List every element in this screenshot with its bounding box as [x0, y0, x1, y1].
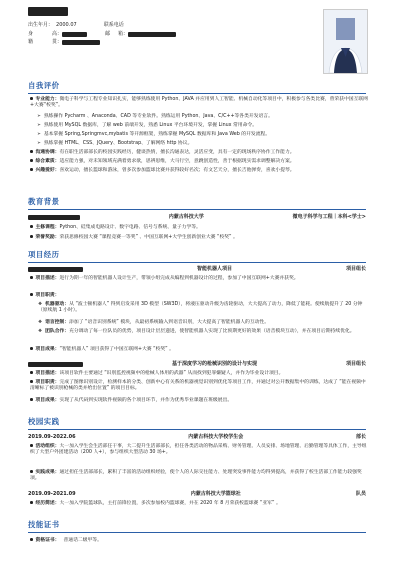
bullet-icon: [30, 235, 33, 238]
edu-major: 微电子科学与工程｜本科<学士>: [292, 214, 366, 220]
section-divider: [28, 532, 366, 533]
section-divider: [28, 209, 366, 210]
section-title-self-eval: 自我评价: [28, 81, 60, 90]
bullet-icon: [30, 159, 33, 162]
campus-org: 内蒙古科技大学篮球社: [190, 491, 241, 497]
project-name: 智能机器人项目: [196, 266, 232, 272]
self-eval-item: 沟通协调：有在职生活部部长的校园实践经历，健谈热情，擅长沟通表达，灵活应变，具有一定的现场秩序协作工作能力。: [30, 150, 370, 156]
section-title-education: 教育背景: [28, 197, 60, 206]
self-eval-item: 综合素质：适应能力强，对未知领域充满着勇求欲，思辨思维，大马行空，意跳创造性，善于根据现实需求调整解决方案。: [30, 159, 370, 165]
project-subitem: ❖ 机器驱动：从 “波士顿机器人” 得到启发采用 3D 模型（SW3D），将液压驱动升级为齿轮驱动，大大提高了动力，降低了能耗。使续航提升了 20 分钟（原续航 1 小时）。: [38, 302, 363, 314]
bullet-icon: [30, 97, 33, 100]
bullet-icon: [30, 398, 33, 401]
height-redacted: [62, 32, 87, 37]
height-row: [28, 31, 176, 38]
project-subitem: ❖ 语言控制：添加了 “语音识别系统” 模块，从最初系统输入到语音识别，大大提高了智能机器人的互动性。: [38, 320, 270, 325]
arrow-bullet-icon: ➢: [37, 141, 41, 146]
project-role: 项目组长: [345, 266, 366, 272]
campus-row: [28, 434, 366, 441]
bullet-icon: [30, 380, 33, 383]
arrow-bullet-icon: ➢: [37, 132, 41, 137]
arrow-bullet-icon: ➢: [37, 123, 41, 128]
native-label-1: 籍: [28, 39, 34, 45]
arrow-bullet-icon: ➢: [37, 114, 41, 119]
email-label-2: 箱：: [118, 31, 129, 37]
project-period-redacted: [28, 267, 83, 272]
campus-org: 内蒙古科技大学校学生会: [188, 434, 244, 440]
self-eval-item: 兴趣爱好：喜欢运动，擅长篮球和游泳，曾多次参加篮球比赛并获得较好名次；有文艺天分，擅长吉他弹奏，喜欢小提琴。: [30, 168, 370, 174]
project-row: [28, 361, 366, 368]
height-label-2: 高：: [52, 31, 63, 37]
diamond-bullet-icon: ❖: [38, 302, 43, 307]
bullet-icon: [30, 538, 33, 541]
birth-row: [28, 22, 124, 29]
education-item: 主修课程：Python、硅集成电路设计、数字电路、信号与系统、量子力学等。: [30, 225, 370, 231]
campus-role: 部长: [355, 434, 366, 440]
bullet-icon: [30, 444, 33, 447]
phone-label: 联系电话: [103, 22, 124, 28]
project-subitem: ❖ 团队合作：充分调动了每一位队员的优势，项目设计层层递进，使智能机器人实现了比预期更好的效果（语音模块互动），并在项目后期持续优化。: [38, 329, 355, 334]
bullet-icon: [30, 225, 33, 228]
diamond-bullet-icon: ❖: [38, 320, 43, 325]
section-title-projects: 项目经历: [28, 250, 60, 259]
project-item: 项目描述：进行为期一年的智能机器人设计生产，带领小组完成从编程到机器设计的过程，参加了中国互联网+大赛并获奖。: [30, 276, 370, 282]
native-redacted: [62, 40, 100, 45]
email-label-1: 邮: [105, 31, 111, 37]
project-item: 项目描述：该项目软件主要通过 “识别监控视频中的枪械人体用的武器” 从而找到犯罪嫌疑人，并作为毕业设计项目。: [30, 371, 370, 377]
birth-label: 出生年月：: [28, 22, 54, 28]
education-item: 荣誉奖励：荣获思修校园大赛 “课程竞赛一等奖” 、中国互联网+大学生创新创业大赛 “校奖” 。: [30, 235, 370, 241]
campus-role: 队员: [355, 491, 366, 497]
section-title-skills: 技能证书: [28, 520, 60, 529]
project-item: 项目职责：: [30, 293, 370, 299]
project-name: 基于深度学习的枪械识别的设计与实现: [171, 361, 257, 367]
native-label-2: 贯：: [52, 39, 63, 45]
section-title-campus: 校园实践: [28, 417, 60, 426]
self-eval-subitem: ➢ 熟练掌握 HTML、CSS、JQuery、Bootstrap、了解网络 http 协议。: [37, 141, 193, 146]
campus-item: 活动组织：大一加入学生会生活部任干事，大二提升生活部部长，担任各类活动的物品采购、财务管理、人员安排、场地管理、后勤管理等具体工作，主导组织了大型户外团建活动（200 人+），参与组织大型活动 30 场+。: [30, 444, 367, 456]
self-eval-subitem: ➢ 基本掌握 Spring,Springmvc,mybatis 等开源框架，熟练掌握 MySQL 数据库和 Java Web 的开发流程。: [37, 132, 271, 137]
campus-row: [28, 491, 366, 498]
bullet-icon: [30, 347, 33, 350]
profile-photo: [323, 9, 368, 74]
project-item: 项目职责：完成了图像识别设计，检测样本的分类、创新中心有关系的机器视觉识别到优化等项目工作，并通过对公开数据集中的训练，达成了 “能在视频中清晰标了被识别枪械的类并给出位置” 的项目目标。: [30, 380, 366, 392]
edu-period-redacted: [28, 215, 80, 220]
bullet-icon: [30, 293, 33, 296]
bullet-icon: [30, 168, 33, 171]
project-item: 项目成果：“智能机器人” 项目获得了中国互联网+大赛 “校奖” 。: [30, 347, 370, 353]
project-role: 项目组长: [345, 361, 366, 367]
bullet-icon: [30, 150, 33, 153]
campus-period: 2019.09-2022.06: [28, 434, 76, 440]
project-period-redacted: [28, 362, 83, 367]
campus-item: 经历简述：大一加入学院篮球队，主打前锋位置，多次参加校内篮球赛，并在 2020 年 8 月荣获校篮球赛 “亚军” 。: [30, 501, 370, 507]
project-item: 项目成果：实现了从代码到实现软件视频的各个项目环节，并作为优秀毕业课题在班级展出。: [30, 398, 370, 404]
edu-school: 内蒙古科技大学: [168, 214, 204, 220]
self-eval-item: 专业能力：微电子科学与工程专业知识扎实，能够熟练使用 Python、JAVA 并应用到人工智能、机械自动化等项目中，积极参与各类比赛，曾荣获中国互联网+大赛“校奖”。: [30, 97, 368, 109]
email-redacted: [128, 32, 176, 37]
skills-item: 资格证书： 普通话二级甲等。: [30, 538, 370, 544]
self-eval-subitem: ➢ 熟练操作 Pycharm 、Anaconda、CAD 等专业软件。熟练运用 Python、Java、C/C++等各类开发语言。: [37, 114, 273, 119]
bullet-icon: [30, 276, 33, 279]
bullet-icon: [30, 501, 33, 504]
self-eval-subitem: ➢ 熟练使用 MySQL 数据库，了解 web 前端开发，熟悉 Linux 平台环境开发，掌握 Linux 常用命令。: [37, 123, 258, 128]
section-divider: [28, 262, 366, 263]
section-divider: [28, 429, 366, 430]
bullet-icon: [30, 470, 33, 473]
education-row: [28, 214, 366, 221]
section-divider: [28, 93, 366, 94]
height-label-1: 身: [28, 31, 34, 37]
diamond-bullet-icon: ❖: [38, 329, 43, 334]
person-silhouette-icon: [324, 10, 367, 73]
campus-item: 实践成果：通过担任生活部部长，累积了丰富的活动组织经验，使个人的人际交往能力、处理突发事件能力均得到提高，并获得了校生活部工作能力较强奖项。: [30, 470, 362, 482]
bullet-icon: [30, 371, 33, 374]
birth-value: 2000.07: [56, 22, 77, 28]
native-row: [28, 39, 100, 46]
campus-period: 2019.09-2021.09: [28, 491, 76, 497]
name-redacted: [28, 7, 68, 16]
project-row: [28, 266, 366, 273]
